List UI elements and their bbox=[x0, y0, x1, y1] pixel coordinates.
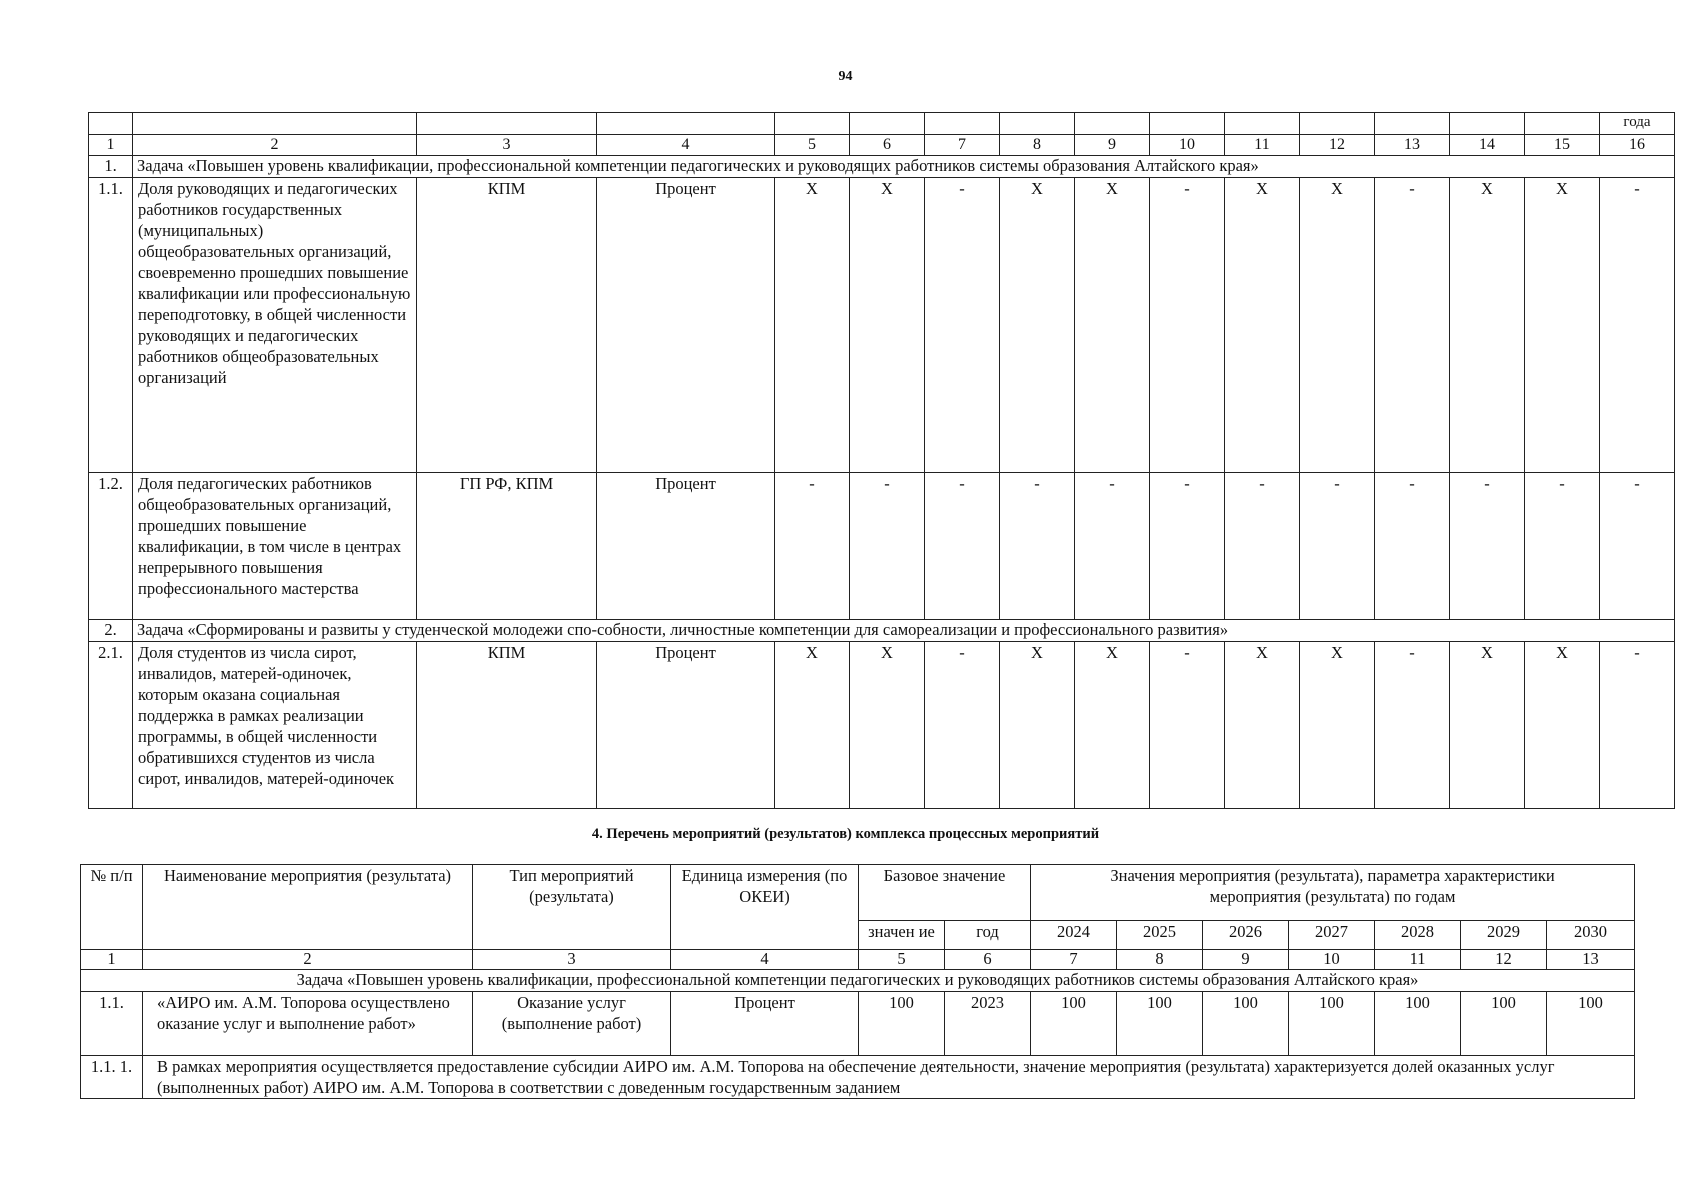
indicator-value: X bbox=[1300, 642, 1375, 809]
indicator-name: Доля руководящих и педагогических работников государственных (муниципальных) общеобразовательных организаций, своевременно прошедших повышение квалификации или профессиональную переподготовку, в общей численности руководящих и педагогических работников общеобразовательных организаций bbox=[133, 178, 417, 473]
note-row bbox=[81, 1056, 1635, 1099]
column-number: 7 bbox=[925, 135, 1000, 156]
indicator-value: - bbox=[1375, 178, 1450, 473]
measure-value: 100 bbox=[1117, 992, 1203, 1056]
measure-value: 100 bbox=[1375, 992, 1461, 1056]
header-year: 2027 bbox=[1289, 921, 1375, 950]
column-number: 3 bbox=[473, 950, 671, 970]
column-number: 2 bbox=[133, 135, 417, 156]
indicator-value: - bbox=[925, 178, 1000, 473]
task-row bbox=[89, 156, 1675, 178]
column-number: 11 bbox=[1225, 135, 1300, 156]
column-number: 9 bbox=[1075, 135, 1150, 156]
column-number: 5 bbox=[775, 135, 850, 156]
header-num: № п/п bbox=[81, 865, 143, 950]
indicator-value: X bbox=[1075, 642, 1150, 809]
task-number: 1. bbox=[89, 156, 133, 178]
indicator-value: X bbox=[775, 642, 850, 809]
indicator-source: ГП РФ, КПМ bbox=[417, 473, 597, 620]
indicator-source: КПМ bbox=[417, 178, 597, 473]
indicator-value: - bbox=[1525, 473, 1600, 620]
column-number: 14 bbox=[1450, 135, 1525, 156]
column-number: 9 bbox=[1203, 950, 1289, 970]
column-number: 12 bbox=[1461, 950, 1547, 970]
task-title: Задача «Повышен уровень квалификации, профессиональной компетенции педагогических и руководящих работников системы образования Алтайского края» bbox=[81, 970, 1635, 992]
measures-table bbox=[80, 864, 1635, 1099]
indicator-number: 2.1. bbox=[89, 642, 133, 809]
task-title: Задача «Сформированы и развиты у студенческой молодежи спо-собности, личностные компетенции для самореализации и профессионального развития» bbox=[133, 620, 1675, 642]
header-values-title: Значения мероприятия (результата), параметра характеристики мероприятия (результата) по годам bbox=[1031, 865, 1635, 921]
indicator-number: 1.2. bbox=[89, 473, 133, 620]
years-header-label: года bbox=[1600, 113, 1675, 135]
column-number: 6 bbox=[850, 135, 925, 156]
header-unit: Единица измерения (по ОКЕИ) bbox=[671, 865, 859, 950]
column-number: 7 bbox=[1031, 950, 1117, 970]
indicator-value: - bbox=[1600, 178, 1675, 473]
column-number: 2 bbox=[143, 950, 473, 970]
task-title: Задача «Повышен уровень квалификации, профессиональной компетенции педагогических и руководящих работников системы образования Алтайского края» bbox=[133, 156, 1675, 178]
indicator-value: X bbox=[1225, 642, 1300, 809]
header-year: 2026 bbox=[1203, 921, 1289, 950]
indicator-unit: Процент bbox=[597, 473, 775, 620]
indicator-value: X bbox=[850, 642, 925, 809]
measure-base-value: 100 bbox=[859, 992, 945, 1056]
measure-name: «АИРО им. А.М. Топорова осуществлено оказание услуг и выполнение работ» bbox=[143, 992, 473, 1056]
column-number: 1 bbox=[81, 950, 143, 970]
measure-value: 100 bbox=[1031, 992, 1117, 1056]
table-header-remnant-row bbox=[89, 113, 1675, 135]
header-base-year: год bbox=[945, 921, 1031, 950]
column-number: 15 bbox=[1525, 135, 1600, 156]
indicator-value: - bbox=[1150, 642, 1225, 809]
indicator-value: - bbox=[1600, 642, 1675, 809]
note-text: В рамках мероприятия осуществляется предоставление субсидии АИРО им. А.М. Топорова на обеспечение деятельности, значение мероприятия (результата) характеризуется долей оказанных услуг (выполненных работ) АИРО им. А.М. Топорова в соответствии с доведенным государственным заданием bbox=[143, 1056, 1635, 1099]
indicator-value: X bbox=[1225, 178, 1300, 473]
note-number: 1.1. 1. bbox=[81, 1056, 143, 1099]
measure-type: Оказание услуг (выполнение работ) bbox=[473, 992, 671, 1056]
task-number: 2. bbox=[89, 620, 133, 642]
table-row bbox=[89, 473, 1675, 620]
indicator-value: - bbox=[1075, 473, 1150, 620]
table-row bbox=[89, 178, 1675, 473]
indicator-source: КПМ bbox=[417, 642, 597, 809]
indicator-value: - bbox=[850, 473, 925, 620]
measure-number: 1.1. bbox=[81, 992, 143, 1056]
column-number: 4 bbox=[597, 135, 775, 156]
indicator-value: X bbox=[775, 178, 850, 473]
indicator-value: - bbox=[1225, 473, 1300, 620]
header-row bbox=[81, 865, 1635, 921]
indicator-value: - bbox=[1150, 473, 1225, 620]
header-year: 2024 bbox=[1031, 921, 1117, 950]
indicator-value: - bbox=[1375, 473, 1450, 620]
column-number: 10 bbox=[1289, 950, 1375, 970]
indicator-name: Доля студентов из числа сирот, инвалидов, матерей-одиночек, которым оказана социальная поддержка в рамках реализации программы, в общей численности обратившихся студентов из числа сирот, инвалидов, матерей-одиночек bbox=[133, 642, 417, 809]
indicator-unit: Процент bbox=[597, 178, 775, 473]
indicator-value: - bbox=[1450, 473, 1525, 620]
header-name: Наименование мероприятия (результата) bbox=[143, 865, 473, 950]
column-number: 5 bbox=[859, 950, 945, 970]
column-number: 3 bbox=[417, 135, 597, 156]
measure-unit: Процент bbox=[671, 992, 859, 1056]
measure-base-year: 2023 bbox=[945, 992, 1031, 1056]
header-year: 2029 bbox=[1461, 921, 1547, 950]
column-number: 13 bbox=[1547, 950, 1635, 970]
table-row bbox=[81, 992, 1635, 1056]
section-heading: 4. Перечень мероприятий (результатов) комплекса процессных мероприятий bbox=[591, 826, 1100, 842]
column-number: 11 bbox=[1375, 950, 1461, 970]
indicator-value: X bbox=[1300, 178, 1375, 473]
indicator-value: X bbox=[1000, 642, 1075, 809]
indicator-value: - bbox=[1000, 473, 1075, 620]
header-year: 2030 bbox=[1547, 921, 1635, 950]
indicator-unit: Процент bbox=[597, 642, 775, 809]
column-number: 8 bbox=[1117, 950, 1203, 970]
indicator-value: - bbox=[1300, 473, 1375, 620]
header-base-value: значен ие bbox=[859, 921, 945, 950]
task-row bbox=[81, 970, 1635, 992]
indicator-value: X bbox=[1450, 642, 1525, 809]
page-number: 94 bbox=[838, 69, 853, 84]
measure-value: 100 bbox=[1203, 992, 1289, 1056]
header-type: Тип мероприятий (результата) bbox=[473, 865, 671, 950]
indicator-value: - bbox=[925, 473, 1000, 620]
table-row bbox=[89, 642, 1675, 809]
indicator-value: X bbox=[1075, 178, 1150, 473]
indicator-value: X bbox=[1450, 178, 1525, 473]
column-number: 10 bbox=[1150, 135, 1225, 156]
indicator-value: X bbox=[1000, 178, 1075, 473]
measure-value: 100 bbox=[1461, 992, 1547, 1056]
column-number: 8 bbox=[1000, 135, 1075, 156]
column-number-row bbox=[81, 950, 1635, 970]
column-number: 4 bbox=[671, 950, 859, 970]
column-number: 13 bbox=[1375, 135, 1450, 156]
column-number-row bbox=[89, 135, 1675, 156]
indicator-value: - bbox=[1600, 473, 1675, 620]
header-base: Базовое значение bbox=[859, 865, 1031, 921]
indicator-value: - bbox=[1375, 642, 1450, 809]
indicator-value: - bbox=[1150, 178, 1225, 473]
column-number: 6 bbox=[945, 950, 1031, 970]
measure-value: 100 bbox=[1547, 992, 1635, 1056]
indicator-value: X bbox=[850, 178, 925, 473]
indicator-name: Доля педагогических работников общеобразовательных организаций, прошедших повышение квалификации, в том числе в центрах непрерывного повышения профессионального мастерства bbox=[133, 473, 417, 620]
indicators-table bbox=[88, 112, 1675, 809]
column-number: 1 bbox=[89, 135, 133, 156]
indicator-number: 1.1. bbox=[89, 178, 133, 473]
measure-value: 100 bbox=[1289, 992, 1375, 1056]
indicator-value: - bbox=[925, 642, 1000, 809]
indicator-value: X bbox=[1525, 642, 1600, 809]
column-number: 16 bbox=[1600, 135, 1675, 156]
column-number: 12 bbox=[1300, 135, 1375, 156]
header-year: 2028 bbox=[1375, 921, 1461, 950]
task-row bbox=[89, 620, 1675, 642]
indicator-value: X bbox=[1525, 178, 1600, 473]
header-year: 2025 bbox=[1117, 921, 1203, 950]
indicator-value: - bbox=[775, 473, 850, 620]
